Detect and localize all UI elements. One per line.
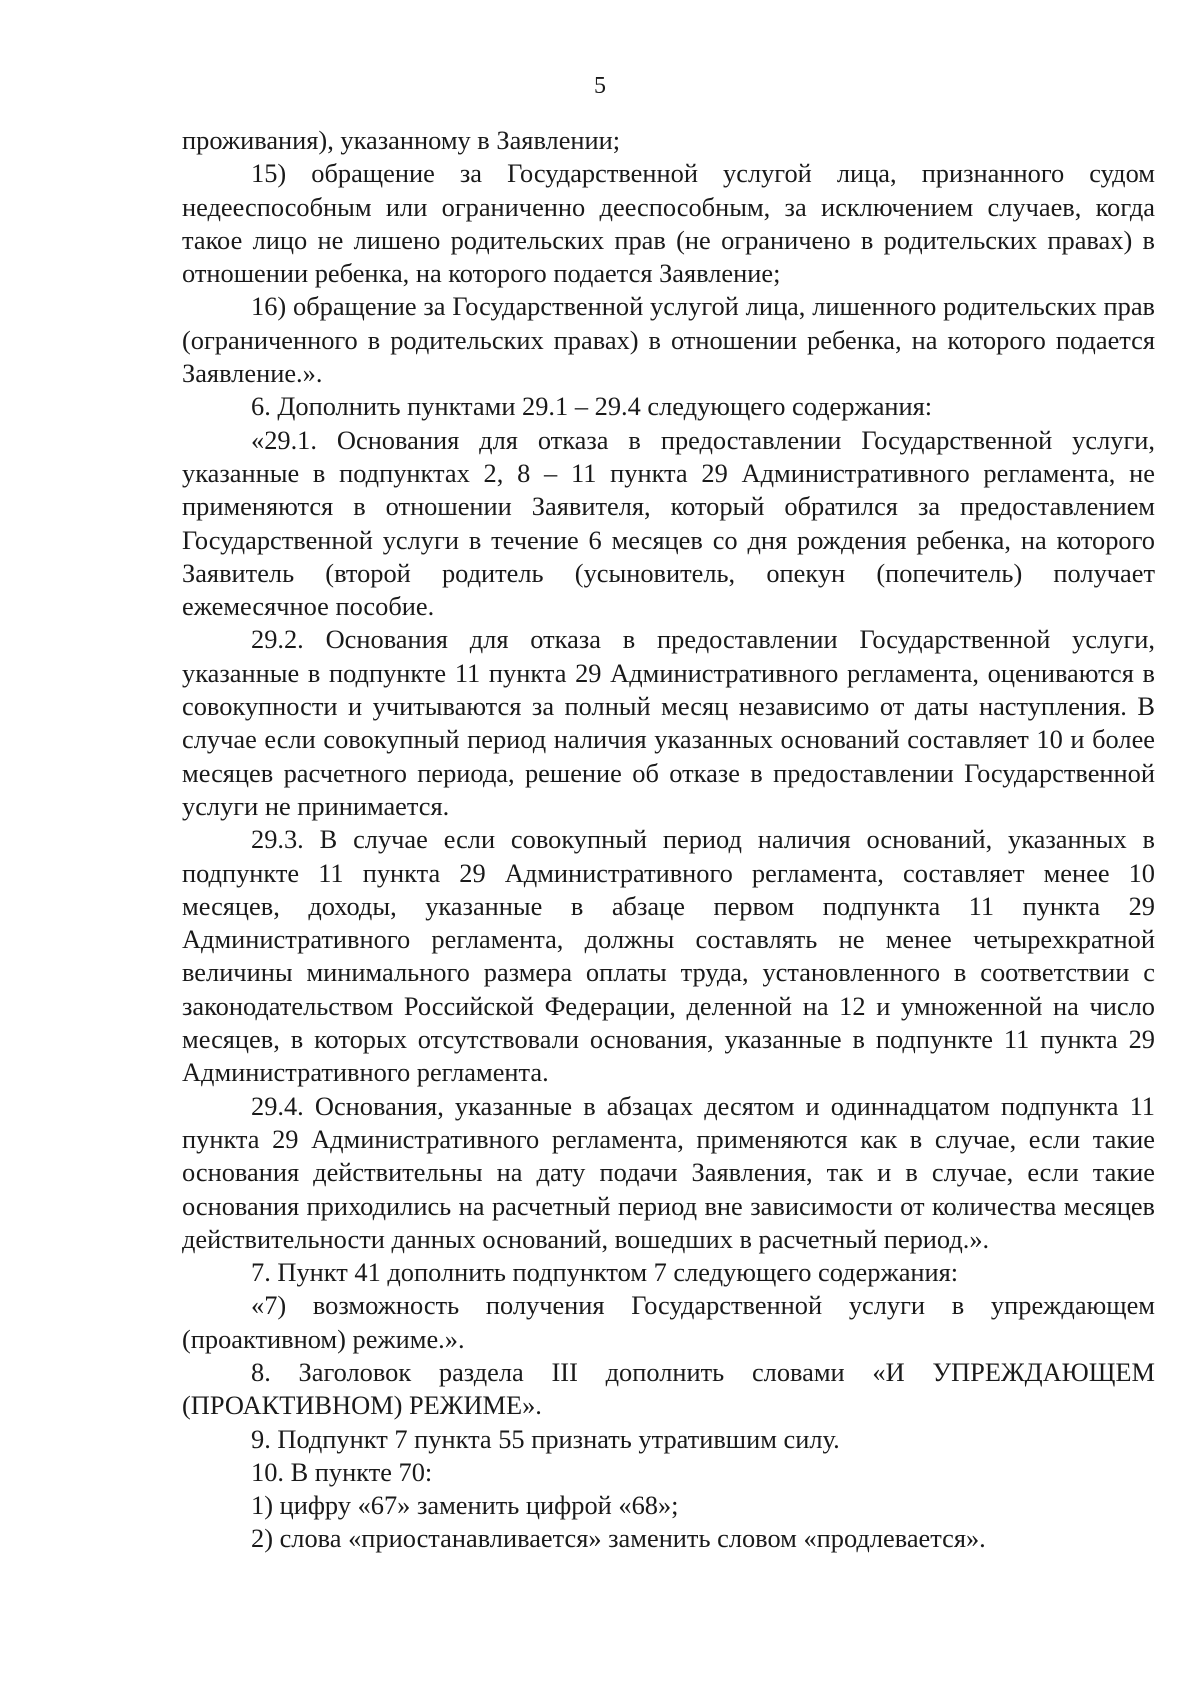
paragraph-amendment-8: 8. Заголовок раздела III дополнить словами «И УПРЕЖДАЮЩЕМ (ПРОАКТИВНОМ) РЕЖИМЕ».	[182, 1356, 1155, 1421]
paragraph-29-1: «29.1. Основания для отказа в предоставлении Государственной услуги, указанные в подпунктах 2, 8 – 11 пункта 29 Административного регламента, не применяются в отношении Заявителя, который обратился за предоставлением Государственной услуги в течение 6 месяцев со дня рождения ребенка, на которого Заявитель (второй родитель (усыновитель, опекун (попечитель) получает ежемесячное пособие.	[182, 424, 1155, 622]
paragraph-subitem-1: 1) цифру «67» заменить цифрой «68»;	[251, 1490, 679, 1521]
document-body	[182, 124, 1155, 1556]
paragraph-29-3: 29.3. В случае если совокупный период наличия оснований, указанных в подпункте 11 пункта 29 Административного регламента, составляет менее 10 месяцев, доходы, указанные в абзаце первом подпункта 11 пункта 29 Административного регламента, должны составлять не менее четырехкратной величины минимального размера оплаты труда, установленного в соответствии с законодательством Российской Федерации, деленной на 12 и умноженной на число месяцев, в которых отсутствовали основания, указанные в подпункте 11 пункта 29 Административного регламента.	[182, 824, 1155, 1088]
paragraph-29-2: 29.2. Основания для отказа в предоставлении Государственной услуги, указанные в подпункте 11 пункта 29 Административного регламента, оцениваются в совокупности и учитываются за полный месяц независимо от даты наступления. В случае если совокупный период наличия указанных оснований составляет 10 и более месяцев расчетного периода, решение об отказе в предоставлении Государственной услуги не принимается.	[182, 624, 1155, 821]
paragraph-subitem-2: 2) слова «приостанавливается» заменить словом «продлевается».	[251, 1523, 986, 1554]
paragraph-amendment-9: 9. Подпункт 7 пункта 55 признать утратившим силу.	[251, 1423, 840, 1454]
paragraph-residence-continuation: проживания), указанному в Заявлении;	[182, 125, 621, 155]
paragraph-item-16: 16) обращение за Государственной услугой лица, лишенного родительских прав (ограниченного в родительских правах) в отношении ребенка, на которого подается Заявление.».	[182, 291, 1155, 389]
paragraph-29-4: 29.4. Основания, указанные в абзацах десятом и одиннадцатом подпункта 11 пункта 29 Административного регламента, применяются как в случае, если такие основания действительны на дату подачи Заявления, так и в случае, если такие основания приходились на расчетный период вне зависимости от количества месяцев действительности данных оснований, вошедших в расчетный период.».	[182, 1090, 1155, 1254]
paragraph-item-15: 15) обращение за Государственной услугой лица, признанного судом недееспособным или ограниченно дееспособным, за исключением случаев, когда такое лицо не лишено родительских прав (не ограничено в родительских правах) в отношении ребенка, на которого подается Заявление;	[182, 158, 1155, 289]
paragraph-amendment-7: 7. Пункт 41 дополнить подпунктом 7 следующего содержания:	[251, 1257, 959, 1288]
paragraph-amendment-10: 10. В пункте 70:	[251, 1456, 433, 1487]
paragraph-subitem-7: «7) возможность получения Государственной услуги в упреждающем (проактивном) режиме.».	[182, 1290, 1155, 1354]
page-number: 5	[594, 73, 606, 99]
paragraph-amendment-6: 6. Дополнить пунктами 29.1 – 29.4 следующего содержания:	[251, 391, 933, 422]
